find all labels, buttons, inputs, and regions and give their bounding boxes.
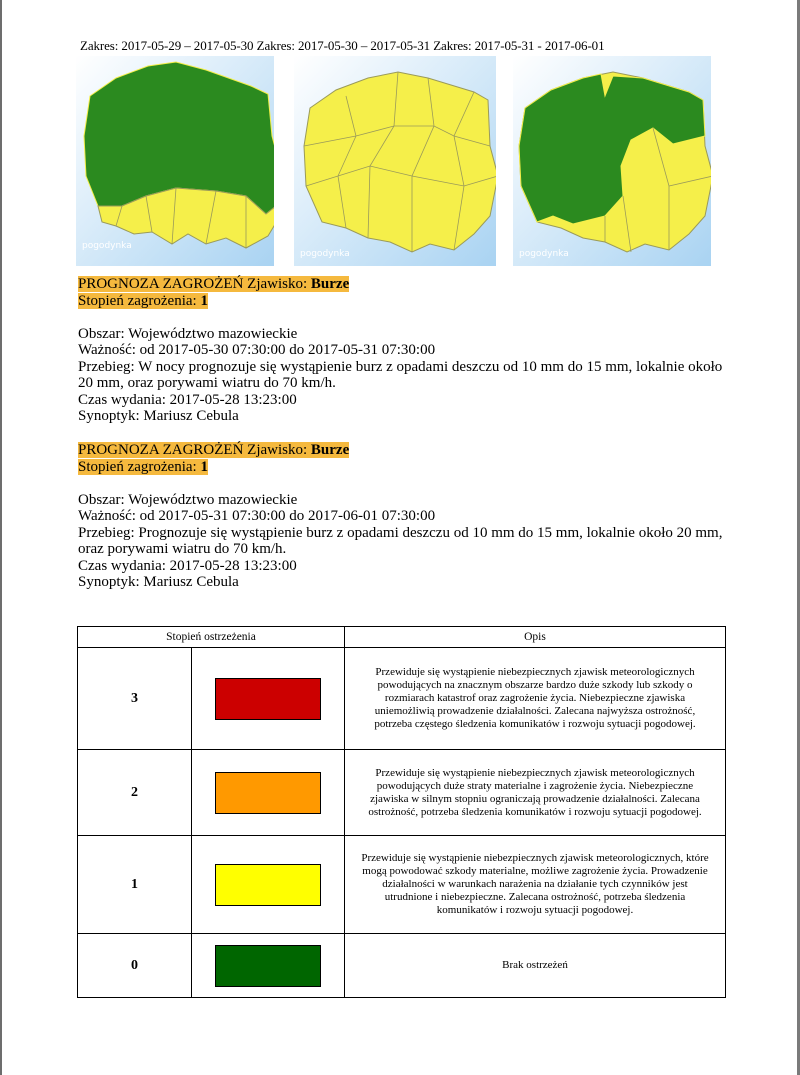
course: Przebieg: W nocy prognozuje się wystąpienie burz z opadami deszczu od 10 mm do 15 mm, lokalnie około 20 mm, oraz porywami wiatru do 70 km/h. (78, 358, 723, 391)
warning-title: PROGNOZA ZAGROŻEŃ Zjawisko: Burze (78, 276, 350, 292)
pogodynka-logo: pogodynka (519, 249, 569, 259)
level-number: 1 (78, 836, 192, 934)
validity: Ważność: od 2017-05-31 07:30:00 do 2017-06-01 07:30:00 (78, 508, 436, 524)
header-level: Stopień ostrzeżenia (78, 627, 345, 648)
warning-1 (78, 276, 728, 425)
header-description: Opis (345, 627, 726, 648)
phenomenon: Burze (310, 442, 350, 458)
level-description: Brak ostrzeżeń (345, 934, 726, 998)
forecast-map-2 (294, 56, 496, 266)
warning-degree: Stopień zagrożenia: 1 (78, 292, 208, 309)
forecast-map-3 (513, 56, 711, 266)
degree-value: 1 (200, 458, 208, 475)
issued: Czas wydania: 2017-05-28 13:23:00 (78, 391, 297, 408)
warning-levels-table (77, 626, 726, 998)
table-row (78, 648, 726, 750)
level-description: Przewiduje się wystąpienie niebezpiecznych zjawisk meteorologicznych powodujących na znacznym obszarze bardzo duże szkody lub szkody o rozmiarach katastrof oraz zagrożenie życia. Niebezpieczne zjawiska uniemożliwią prowadzenie działalności. Zalecana najwyższa ostrożność, potrzeba częstego śledzenia komunikatów i rozwoju sytuacji pogodowej. (345, 648, 726, 750)
level-2-swatch (215, 772, 321, 814)
forecaster: Synoptyk: Mariusz Cebula (78, 574, 239, 590)
level-0-swatch (215, 945, 321, 987)
level-3-swatch (215, 678, 321, 720)
level-1-swatch (215, 864, 321, 906)
issued: Czas wydania: 2017-05-28 13:23:00 (78, 557, 297, 574)
table-row (78, 836, 726, 934)
forecaster: Synoptyk: Mariusz Cebula (78, 408, 239, 424)
validity: Ważność: od 2017-05-30 07:30:00 do 2017-05-31 07:30:00 (78, 342, 436, 358)
level-number: 0 (78, 934, 192, 998)
pogodynka-logo: pogodynka (300, 249, 350, 259)
table-header-row (78, 627, 726, 648)
warning-title: PROGNOZA ZAGROŻEŃ Zjawisko: Burze (78, 442, 350, 458)
table-row (78, 934, 726, 998)
course: Przebieg: Prognozuje się wystąpienie burz z opadami deszczu od 10 mm do 15 mm, lokalnie około 20 mm, oraz porywami wiatru do 70 km/h. (78, 524, 723, 557)
pogodynka-logo: pogodynka (82, 241, 132, 251)
date-ranges: Zakres: 2017-05-29 – 2017-05-30 Zakres: 2017-05-30 – 2017-05-31 Zakres: 2017-05-31 - 2017-06-01 (80, 38, 605, 53)
warning-degree: Stopień zagrożenia: 1 (78, 458, 208, 475)
warning-2 (78, 442, 728, 591)
table-row (78, 750, 726, 836)
area: Obszar: Województwo mazowieckie (78, 325, 298, 342)
level-number: 3 (78, 648, 192, 750)
phenomenon: Burze (310, 276, 350, 292)
map-region-yellow (304, 72, 496, 252)
page-left-edge (0, 0, 2, 1075)
forecast-map-1 (76, 56, 274, 266)
level-number: 2 (78, 750, 192, 836)
level-description: Przewiduje się wystąpienie niebezpiecznych zjawisk meteorologicznych, które mogą powodować szkody materialne, możliwe zagrożenie życia. Prowadzenie działalności w warunkach narażenia na działanie tych czynników jest utrudnione i niebezpieczne. Zalecana ostrożność, potrzeba śledzenia komunikatów i rozwoju sytuacji pogodowej. (345, 836, 726, 934)
level-description: Przewiduje się wystąpienie niebezpiecznych zjawisk meteorologicznych powodujących duże straty materialne i zagrożenie życia. Niebezpieczne zjawiska w silnym stopniu ograniczają prowadzenie działalności. Zalecana ostrożność, potrzeba śledzenia komunikatów i rozwoju sytuacji pogodowej. (345, 750, 726, 836)
area: Obszar: Województwo mazowieckie (78, 491, 298, 508)
degree-value: 1 (200, 292, 208, 309)
